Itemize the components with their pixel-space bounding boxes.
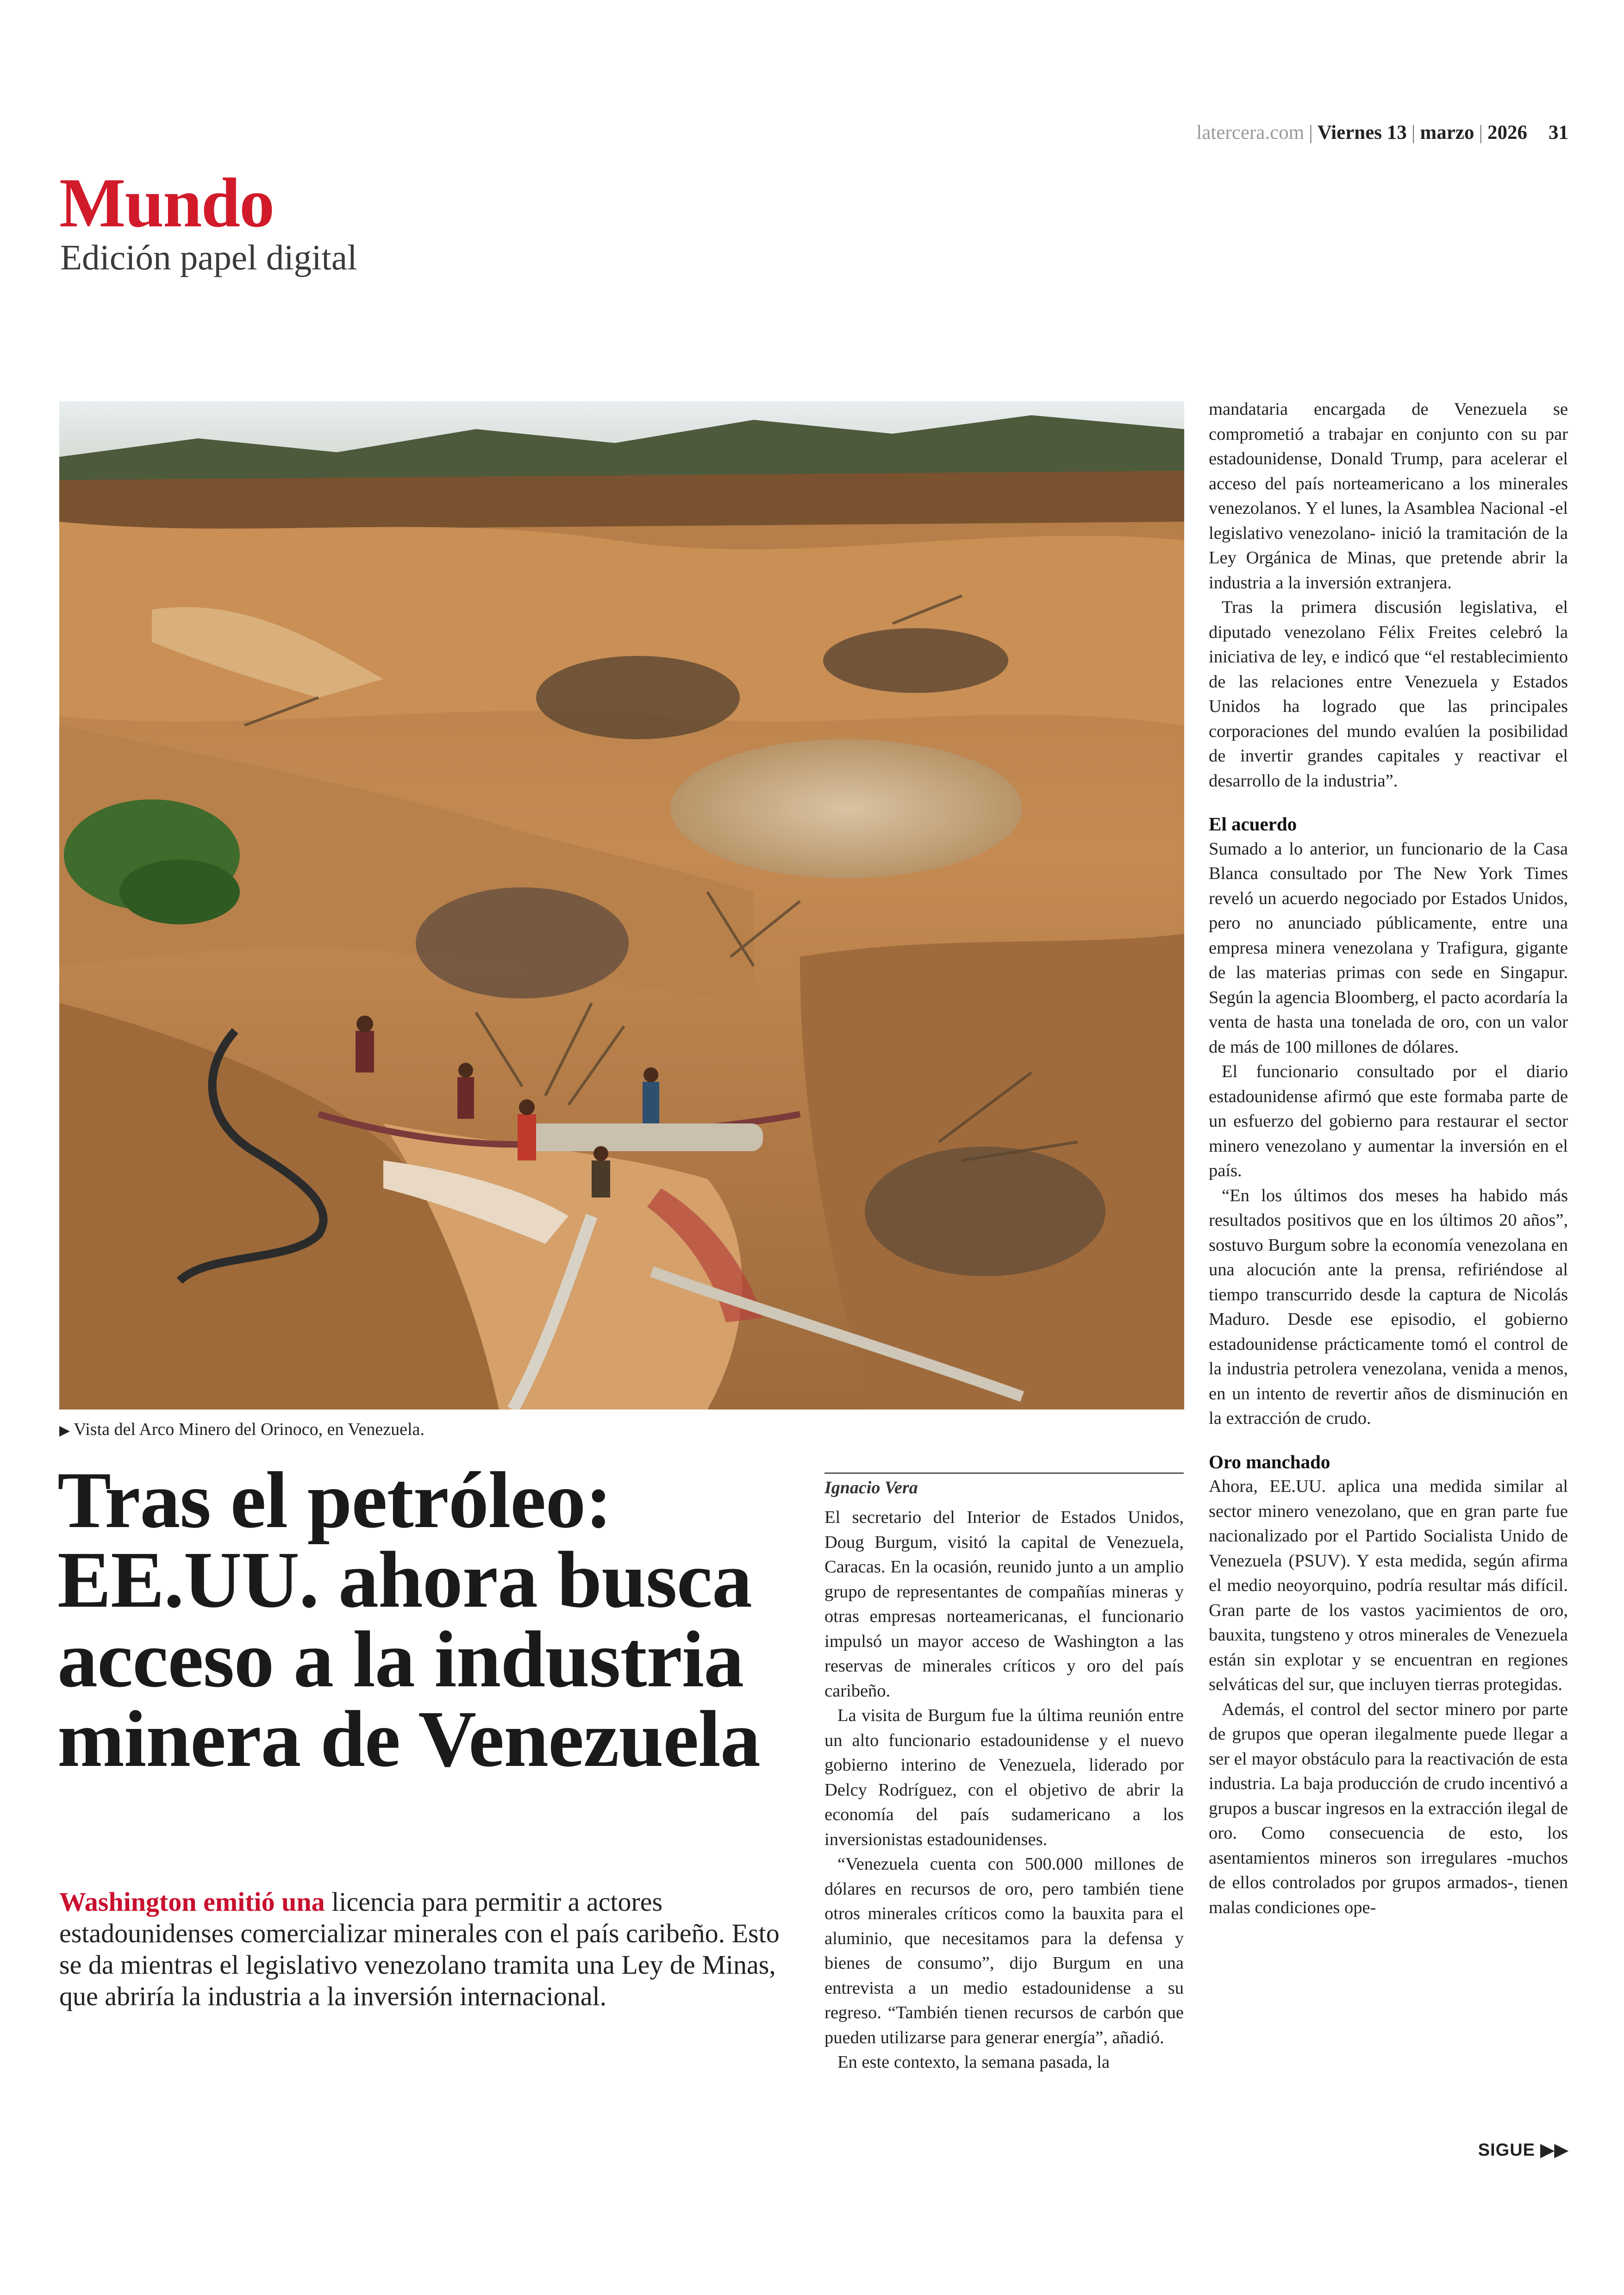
subhead-el-acuerdo: El acuerdo [1209, 813, 1297, 835]
photo-caption [59, 1419, 425, 1441]
caption-text: Vista del Arco Minero del Orinoco, en Venezuela. [74, 1420, 425, 1439]
page-number: 31 [1549, 122, 1568, 143]
byline-rule [824, 1472, 1184, 1474]
lede-text: licencia para permitir a actores estadounidenses comercializar minerales con el país caribeño. Esto se da mientras el legislativo venezolano tramita una Ley de Minas, que abriría la industria a la inversión internacional. [59, 1887, 780, 2011]
section-title: Mundo [59, 164, 274, 242]
page-folio: latercera.com | Viernes 13 | marzo | 2026 31 [1196, 122, 1568, 143]
folio-day: Viernes 13 [1317, 122, 1407, 143]
body-paragraph: Sumado a lo anterior, un funcionario de la Casa Blanca consultado por The New York Times reveló un acuerdo negociado por Estados Unidos, pero no anunciado públicamente, entre una empresa minera venezolana y Trafigura, gigante de las materias primas con sede en Singapur. Según la agencia Bloomberg, el pacto acordaría la venta de hasta una tonelada de oro, con un valor de más de 100 millones de dólares. [1209, 839, 1568, 1057]
article-photo [59, 401, 1184, 1409]
body-paragraph: mandataria encargada de Venezuela se comprometió a trabajar en conjunto con su par estadounidense, Donald Trump, para acelerar el acceso del país norteamericano a los minerales venezolanos. Y el lunes, la Asamblea Nacional -el legislativo venezolano- inició la tramitación de la Ley Orgánica de Minas, que pretende abrir la industria a la inversión extranjera. [1209, 399, 1568, 592]
body-paragraph: El funcionario consultado por el diario estadounidense afirmó que este formaba parte de un esfuerzo del gobierno para restaurar el sector minero venezolano y aumentar la inversión en el país. [1209, 1062, 1568, 1180]
body-paragraph: La visita de Burgum fue la última reunión entre un alto funcionario estadounidense y el nuevo gobierno interino de Venezuela, liderado por Delcy Rodríguez, con el objetivo de abrir la economía del país sudamericano a los inversionistas estadounidenses. [824, 1706, 1184, 1849]
body-column-1 [824, 1481, 1184, 2075]
lede-highlight: Washington emitió una [59, 1887, 325, 1917]
byline: Ignacio Vera [824, 1478, 918, 1497]
body-paragraph: El secretario del Interior de Estados Unidos, Doug Burgum, visitó la capital de Venezuela, Caracas. En la ocasión, reunido junto a un amplio grupo de representantes de compañías mineras y otras empresas norteamericanas, el funcionario impulsó un mayor acceso de Washington a las reservas de minerales críticos y oro del país caribeño. [824, 1508, 1184, 1701]
article-lede [59, 1886, 800, 2012]
folio-month: marzo [1420, 122, 1474, 143]
body-paragraph: Tras la primera discusión legislativa, el diputado venezolano Félix Freites celebró la iniciativa de ley, e indicó que “el restablecimiento de las relaciones entre Venezuela y Estados Unidos ha logrado que las principales corporaciones del mundo evalúen la posibilidad de invertir grandes capitales y reactivar el desarrollo de la industria”. [1209, 598, 1568, 791]
body-paragraph: “Venezuela cuenta con 500.000 millones de dólares en recursos de oro, pero también tiene otros minerales críticos como la bauxita para el aluminio, que necesitamos para la defensa y bienes de consumo”, dijo Burgum en una entrevista a un medio estadounidense a su regreso. “También tienen recursos de carbón que pueden utilizarse para generar energía”, añadió. [824, 1854, 1184, 2047]
body-paragraph: En este contexto, la semana pasada, la [837, 2052, 1110, 2072]
continue-label[interactable]: SIGUE ▶▶ [1478, 2140, 1568, 2160]
site-name: latercera.com [1196, 122, 1305, 143]
mining-pit-image [59, 401, 1184, 1409]
folio-year: 2026 [1487, 122, 1527, 143]
body-paragraph: Además, el control del sector minero por parte de grupos que operan ilegalmente puede llegar a ser el mayor obstáculo para la reactivación de esta industria. La baja producción de crudo incentivó a grupos a buscar ingresos en la extracción ilegal de oro. Como consecuencia de esto, los asentamientos mineros son irregulares -muchos de ellos controlados por grupos armados-, tienen malas condiciones ope- [1209, 1699, 1568, 1917]
body-column-2 [1209, 397, 1568, 1920]
section-subtitle: Edición papel digital [60, 237, 357, 277]
body-paragraph: Ahora, EE.UU. aplica una medida similar al sector minero venezolano, que en gran parte fue nacionalizado por el Partido Socialista Unido de Venezuela (PSUV). Y esta medida, según afirma el medio neoyorquino, podría resultar más difícil. Gran parte de los vastos yacimientos de oro, bauxita, tungsteno y otros minerales de Venezuela están sin explotar y se encuentran en regiones selváticas del sur, que incluyen tierras protegidas. [1209, 1477, 1568, 1694]
article-headline: Tras el petróleo: EE.UU. ahora busca acceso a la industria minera de Venezuela [57, 1455, 760, 1784]
caption-arrow-icon: ▶ [59, 1423, 70, 1438]
subhead-oro-manchado: Oro manchado [1209, 1451, 1330, 1472]
body-paragraph: “En los últimos dos meses ha habido más resultados positivos que en los últimos 20 años”, sostuvo Burgum sobre la economía venezolana en una alocución ante la prensa, refiriéndose al tiempo transcurrido desde la captura de Nicolás Maduro. Desde ese episodio, el gobierno estadounidense prácticamente tomó el control de la industria petrolera venezolana, venida a menos, en un intento de revertir años de disminución en la extracción de crudo. [1209, 1185, 1568, 1428]
